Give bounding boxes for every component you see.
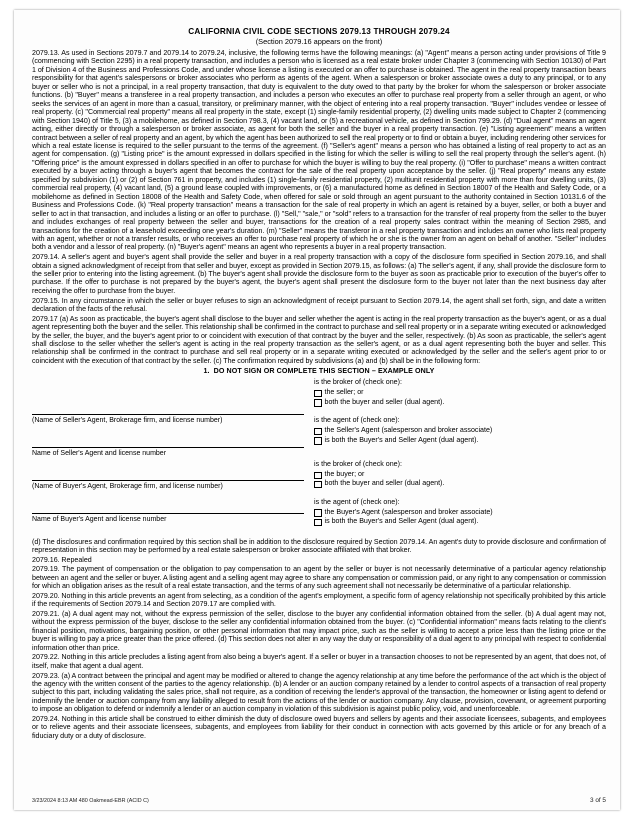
option-label: both the buyer and seller (dual agent). — [324, 397, 445, 406]
checkbox-icon[interactable] — [314, 390, 322, 398]
seller-broker-option-2[interactable] — [314, 398, 606, 407]
section-2079-17-d: (d) The disclosures and confirmation required by this section shall be in addition to the disclosure required by Section 2079.14. An agent's duty to provide disclosure and confirmation of representation in this section may be performed by a real estate salesperson or broker associate affiliated with that broker. — [32, 537, 606, 555]
buyer-agent-license-caption: Name of Buyer's Agent and license number — [32, 516, 167, 524]
section-2079-21: 2079.21. (a) A dual agent may not, without the express permission of the seller, disclose to the buyer any confidential information obtained from the seller. (b) A dual agent may not, without the express permission of the buyer, disclose to the seller any confidential information obtained from the buyer. (c) "Confidential information" means facts relating to the client's financial position, motivations, bargaining position, or other personal information that may impact price, such as the seller is willing to accept a price less than the listing price or the buyer is willing to pay a price greater than the price offered. (d) This section does not alter in any way the duty or responsibility of a dual agent to any principal with respect to confidential information other than price. — [32, 609, 606, 652]
buyer-agent-group — [314, 498, 606, 527]
page-number: 3 of 5 — [590, 797, 606, 804]
seller-agent-group — [314, 416, 606, 445]
checkbox-icon[interactable] — [314, 428, 322, 436]
checkbox-icon[interactable] — [314, 472, 322, 480]
section-2079-17: 2079.17 (a) As soon as practicable, the buyer's agent shall disclose to the buyer and seller whether the agent is acting in the real property transaction as the buyer's agent, or as a dual agent representing both the buyer and the seller. This relationship shall be confirmed in the contract to purchase and sell real property or in a separate writing executed or acknowledged by the seller, the buyer, and the buyer's agent prior to or coincident with execution of that contract by the buyer and the seller, respectively. (b) As soon as practicable, the seller's agent shall disclose to the seller whether the seller's agent is acting in the real property transaction as the seller's agent, or as a dual agent representing both the buyer and seller. This relationship shall be confirmed in the contract to purchase and sell real property or in a separate writing executed or acknowledged by the seller and the seller's agent prior to or coincident with the execution of that contract by the seller. (c) The confirmation required by subdivisions (a) and (b) shall be in the following form: — [32, 314, 606, 365]
form-heading-text: DO NOT SIGN OR COMPLETE THIS SECTION – EXAMPLE ONLY — [213, 367, 435, 376]
buyer-agent-license-line[interactable] — [32, 501, 304, 514]
checkbox-icon[interactable] — [314, 519, 322, 527]
document-body — [32, 26, 606, 742]
option-label: the buyer; or — [324, 469, 365, 478]
buyer-broker-group — [314, 460, 606, 489]
section-2079-23: 2079.23. (a) A contract between the principal and agent may be modified or altered to change the agency relationship at any time before the performance of the act which is the object of the agency with the written consent of the parties to the agency relationship. (b) A lender or an auction company retained by a lender to control aspects of a transaction of real property subject to this part, including validating the sales price, shall not require, as a condition of receiving the lender's approval of the transaction, the homeowner or listing agent to defend or indemnify the lender or auction company from any liability alleged to result from the actions of the lender or auction company. Any clause, provision, covenant, or agreement purporting to impose an obligation to defend or indemnify a lender or an auction company in violation of this subdivision is against public policy, void, and unenforceable. — [32, 671, 606, 714]
seller-broker-question: is the broker of (check one): — [314, 378, 402, 387]
section-2079-13: 2079.13. As used in Sections 2079.7 and 2079.14 to 2079.24, inclusive, the following terms have the following meanings: (a) "Agent" means a person acting under provisions of Title 9 (commencing with Section 2295) in a real property transaction, and includes a person who is licensed as a real estate broker under Chapter 3 (commencing with Section 10130) of Part 1 of Division 4 of the Business and Professions Code, and under whose license a listing is executed or an offer to purchase is obtained. The agent in the real property transaction bears responsibility for that agent's salespersons or broker associates who perform as agents of the agent. When a salesperson or broker associate owes a duty to any principal, or to any buyer or seller who is not a principal, in a real property transaction, that duty is equivalent to the duty owed to that party by the broker for whom the salesperson or broker associate functions. (b) "Buyer" means a transferee in a real property transaction, and includes a person who executes an offer to purchase real property from a seller through an agent, or who seeks the services of an agent in more than a casual, transitory, or preliminary manner, with the object of entering into a real property transaction. "Buyer" includes vendee or lessee of real property. (c) "Commercial real property" means all real property in the state, except (1) single-family residential property, (2) dwelling units made subject to Chapter 2 (commencing with Section 1940) of Title 5, (3) a mobilehome, as defined in Section 798.3, (4) vacant land, or (5) a recreational vehicle, as defined in Section 799.29. (d) "Dual agent" means an agent acting, either directly or through a salesperson or broker associate, as agent for both the seller and the buyer in a real property transaction. (e) "Listing agreement" means a written contract between a seller of real property and an agent, by which the agent has been authorized to sell the real property or to find or obtain a buyer, including rendering other services for which a real estate license is required to the seller pursuant to the terms of the agreement. (f) "Seller's agent" means a person who has obtained a listing of real property to act as an agent for compensation. (g) "Listing price" is the amount expressed in dollars specified in the listing for which the seller is willing to sell the real property through the seller's agent. (h) "Offering price" is the amount expressed in dollars specified in an offer to purchase for which the buyer is willing to buy the real property. (i) "Offer to purchase" means a written contract executed by a buyer acting through a buyer's agent that becomes the contract for the sale of the real property upon acceptance by the seller. (j) "Real property" means any estate specified by subdivision (1) or (2) of Section 761 in property, and includes (1) single-family residential property, (2) multiunit residential property with more than four dwelling units, (3) commercial real property, (4) vacant land, (5) a ground lease coupled with improvements, or (6) a manufactured home as defined in Section 18007 of the Health and Safety Code, or a mobilehome as defined in Section 18008 of the Health and Safety Code, when offered for sale or sold through an agent pursuant to the authority contained in Section 10131.6 of the Business and Professions Code. (k) "Real property transaction" means a transaction for the sale of real property in which an agent is retained by a buyer, seller, or both a buyer and seller to act in that transaction, and includes a listing or an offer to purchase. (l) "Sell," "sale," or "sold" refers to a transaction for the transfer of real property from the seller to the buyer and includes exchanges of real property between the seller and buyer, transactions for the creation of a real property sales contract within the meaning of Section 2985, and transactions for the creation of a leasehold exceeding one year's duration. (m) "Seller" means the transferor in a real property transaction and includes an owner who lists real property with an agent, whether or not a transfer results, or who receives an offer to purchase real property of which he or she is the owner from an agent on behalf of another. "Seller" includes both a vendor and a lessor of real property. (n) "Buyer's agent" means an agent who represents a buyer in a real property transaction. — [32, 49, 606, 252]
seller-agent-option-2[interactable] — [314, 436, 606, 445]
form-signature-column — [32, 378, 304, 535]
section-2079-19: 2079.19. The payment of compensation or the obligation to pay compensation to an agent by the seller or buyer is not necessarily determinative of a particular agency relationship between an agent and the seller or buyer. A listing agent and a selling agent may agree to share any compensation or commission paid, or any right to any compensation or commission for which an obligation arises as the result of a real estate transaction, and the terms of any such agreement shall not necessarily be determinative of a particular relationship. — [32, 565, 606, 591]
checkbox-icon[interactable] — [314, 437, 322, 445]
form-heading — [32, 367, 606, 375]
buyer-agent-question: is the agent of (check one): — [314, 497, 400, 506]
section-2079-24: 2079.24. Nothing in this article shall be construed to either diminish the duty of disclosure owed buyers and sellers by agents and their associate licensees, subagents, and employees or to relieve agents and their associate licensees, subagents, and employees from liability for their conduct in connection with acts governed by this article or for any breach of a fiduciary duty or a duty of disclosure. — [32, 714, 606, 740]
option-label: is both the Buyer's and Seller Agent (dual agent). — [324, 517, 479, 526]
checkbox-icon[interactable] — [314, 509, 322, 517]
section-2079-14: 2079.14. A seller's agent and buyer's agent shall provide the seller and buyer in a real property transaction with a copy of the disclosure form specified in Section 2079.16, and shall obtain a signed acknowledgment of receipt from that seller and buyer, except as provided in Section 2079.15, as follows: (a) The seller's agent, if any, shall provide the disclosure form to the seller prior to entering into the listing agreement. (b) The buyer's agent shall provide the disclosure form to the buyer as soon as practicable prior to execution of the buyer's offer to purchase. If the offer to purchase is not prepared by the buyer's agent, the buyer's agent shall present the disclosure form to the buyer not later than the next business day after receiving the offer to purchase from the buyer. — [32, 253, 606, 295]
seller-agent-brokerage-caption: (Name of Seller's Agent, Brokerage firm, and license number) — [32, 417, 223, 425]
footer-stamp: 3/23/2024 8:13 AM 480 Oakmead-EBR (ACID C) — [32, 798, 149, 804]
example-confirmation-form — [32, 367, 606, 535]
form-checkbox-column — [314, 378, 606, 535]
checkbox-icon[interactable] — [314, 481, 322, 489]
buyer-broker-option-1[interactable] — [314, 470, 606, 479]
buyer-broker-option-2[interactable] — [314, 479, 606, 488]
buyer-agent-brokerage-caption: (Name of Buyer's Agent, Brokerage firm, and license number) — [32, 483, 223, 491]
section-2079-15: 2079.15. In any circumstance in which the seller or buyer refuses to sign an acknowledgment of receipt pursuant to Section 2079.14, the agent shall set forth, sign, and date a written declaration of the facts of the refusal. — [32, 296, 606, 313]
seller-agent-brokerage-line[interactable] — [32, 402, 304, 415]
seller-broker-group — [314, 378, 606, 407]
buyer-broker-question: is the broker of (check one): — [314, 459, 402, 468]
page-footer — [32, 797, 606, 804]
option-label: the Buyer's Agent (salesperson and broker associate) — [324, 507, 493, 516]
section-2079-16-repealed: 2079.16. Repealed — [32, 555, 92, 564]
seller-agent-question: is the agent of (check one): — [314, 416, 400, 425]
option-label: is both the Buyer's and Seller Agent (dual agent). — [324, 435, 479, 444]
option-label: the seller; or — [324, 388, 364, 397]
seller-agent-license-line[interactable] — [32, 435, 304, 448]
seller-agent-license-caption: Name of Seller's Agent and license number — [32, 450, 167, 458]
seller-agent-option-1[interactable] — [314, 426, 606, 435]
form-number: 1. — [203, 367, 210, 376]
document-subtitle: (Section 2079.16 appears on the front) — [255, 37, 383, 46]
scanned-sheet — [14, 10, 620, 810]
option-label: both the buyer and seller (dual agent). — [324, 479, 445, 488]
buyer-agent-brokerage-line[interactable] — [32, 468, 304, 481]
buyer-agent-option-1[interactable] — [314, 508, 606, 517]
option-label: the Seller's Agent (salesperson and broker associate) — [324, 426, 493, 435]
buyer-agent-option-2[interactable] — [314, 517, 606, 526]
checkbox-icon[interactable] — [314, 399, 322, 407]
document-title: CALIFORNIA CIVIL CODE SECTIONS 2079.13 THROUGH 2079.24 — [188, 27, 450, 36]
section-2079-22: 2079.22. Nothing in this article precludes a listing agent from also being a buyer's agent. If a seller or buyer in a transaction chooses to not be represented by an agent, that does not, of itself, make that agent a dual agent. — [32, 653, 606, 670]
seller-broker-option-1[interactable] — [314, 388, 606, 397]
section-2079-20: 2079.20. Nothing in this article prevents an agent from selecting, as a condition of the agent's employment, a specific form of agency relationship not specifically prohibited by this article if the requirements of Section 2079.14 and Section 2079.17 are complied with. — [32, 591, 606, 609]
